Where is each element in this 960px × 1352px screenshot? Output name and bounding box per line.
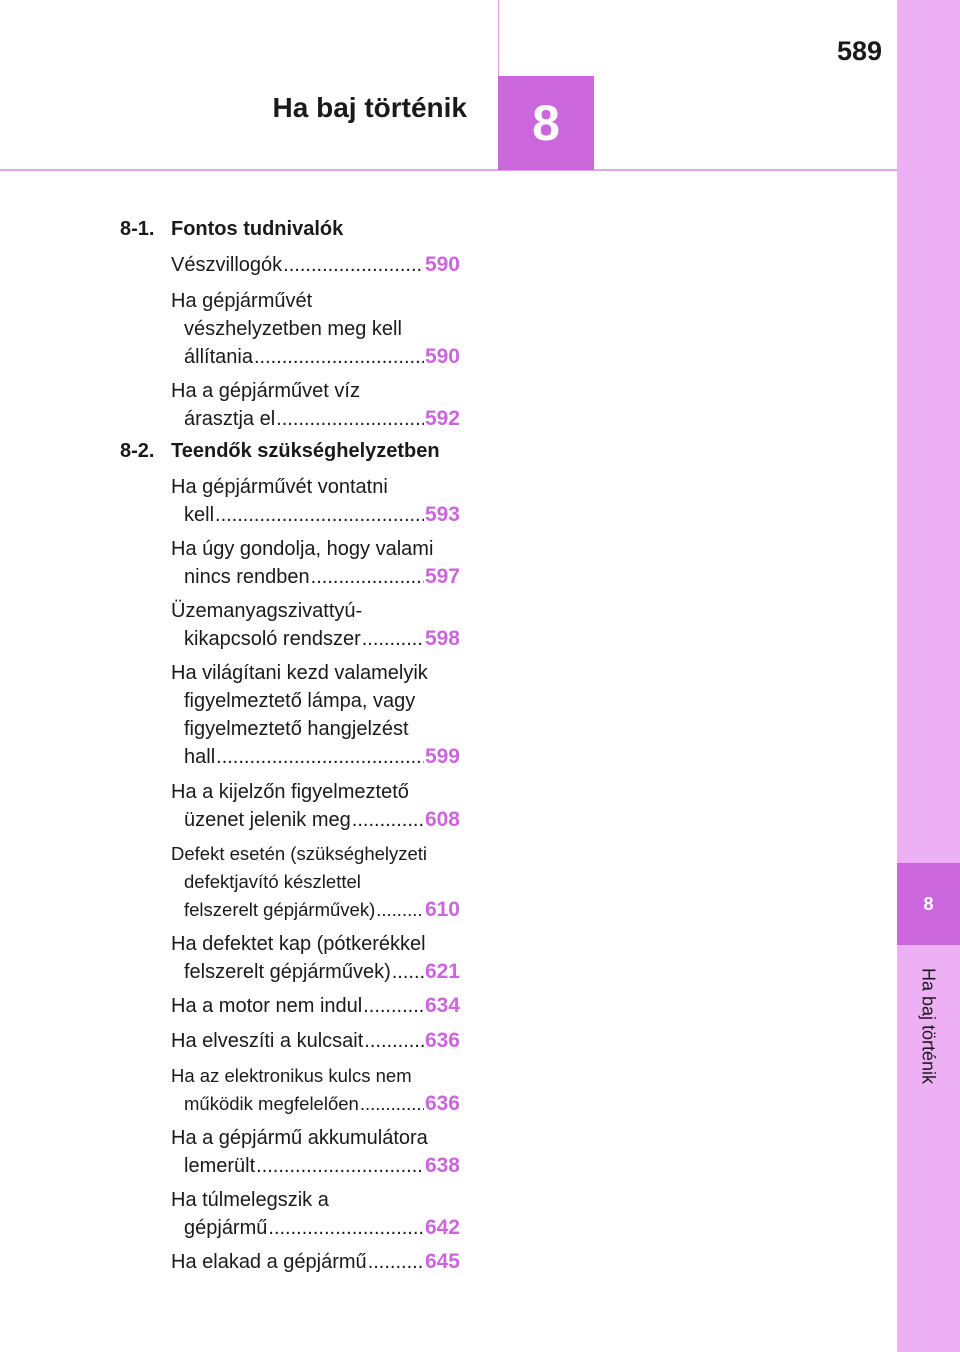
toc-entry[interactable] (171, 535, 460, 591)
toc-entry[interactable] (171, 377, 460, 433)
toc-page-number[interactable]: 590 (424, 345, 460, 368)
dot-leader (268, 1214, 424, 1242)
toc-entry[interactable] (171, 1248, 460, 1276)
dot-leader (376, 896, 424, 924)
side-chapter-label: Ha baj történik (918, 967, 939, 1085)
toc-page-number[interactable]: 597 (424, 565, 460, 588)
toc-page-number[interactable]: 590 (424, 253, 460, 276)
dot-leader (311, 563, 424, 591)
toc-entry-text: figyelmeztető hangjelzést (184, 718, 409, 740)
toc-page-number[interactable]: 634 (424, 994, 460, 1017)
toc-entry-text: működik megfelelően (184, 1093, 359, 1114)
dot-leader (216, 743, 424, 771)
toc-entry-text: árasztja el (184, 408, 276, 430)
toc-entry[interactable] (171, 251, 460, 279)
toc-entry-text: vészhelyzetben meg kell (184, 318, 402, 340)
toc-entry-text: Ha világítani kezd valamelyik (171, 662, 428, 684)
toc-entry[interactable] (171, 930, 460, 986)
toc-entry-text: Defekt esetén (szükséghelyzeti (171, 843, 428, 864)
section-title: Fontos tudnivalók (171, 218, 344, 240)
toc-entry-text: nincs rendben (184, 566, 310, 588)
section-number: 8-1. (120, 218, 155, 240)
section-number: 8-2. (120, 440, 155, 462)
header-divider-horizontal (0, 169, 897, 171)
toc-entry[interactable] (171, 1062, 460, 1118)
toc-entry-text: Ha elakad a gépjármű (171, 1251, 367, 1273)
toc-page-number[interactable]: 638 (424, 1154, 460, 1177)
toc-entry-text: felszerelt gépjárművek) (184, 961, 391, 983)
toc-entry[interactable] (171, 1027, 460, 1055)
toc-entry-text: Ha defektet kap (pótkerékkel (171, 933, 426, 955)
page-title: Ha baj történik (272, 92, 467, 123)
toc-entry-text: üzenet jelenik meg (184, 809, 351, 831)
section-heading (120, 440, 440, 463)
toc-entry[interactable] (171, 1124, 460, 1180)
toc-page-number[interactable]: 636 (424, 1029, 460, 1052)
dot-leader (368, 1248, 424, 1276)
toc-entry-text: Ha túlmelegszik a (171, 1189, 329, 1211)
toc-page-number[interactable]: 621 (424, 960, 460, 983)
toc-entry[interactable] (171, 287, 460, 371)
toc-entry-text: Vészvillogók (171, 254, 283, 276)
dot-leader (215, 501, 424, 529)
side-chapter-tab[interactable]: 8 (897, 863, 960, 945)
toc-entry-text: Ha a kijelzőn figyelmeztető (171, 781, 409, 803)
toc-page-number[interactable]: 608 (424, 808, 460, 831)
toc-entry-text: Ha úgy gondolja, hogy valami (171, 538, 434, 560)
toc-entry[interactable] (171, 992, 460, 1020)
toc-entry-text: hall (184, 746, 216, 768)
toc-entry-text: Ha gépjárművét (171, 290, 313, 312)
dot-leader (254, 343, 424, 371)
dot-leader (360, 1090, 424, 1118)
toc-page-number[interactable]: 642 (424, 1216, 460, 1239)
toc-entry-text: Üzemanyagszivattyú- (171, 600, 363, 622)
toc-page-number[interactable]: 636 (424, 1092, 460, 1115)
dot-leader (276, 405, 424, 433)
dot-leader (364, 1027, 424, 1055)
toc-entry-text: lemerült (184, 1155, 256, 1177)
toc-entry-text: Ha elveszíti a kulcsait (171, 1030, 364, 1052)
dot-leader (256, 1152, 424, 1180)
toc-entry-text: defektjavító készlettel (184, 871, 361, 892)
chapter-number-box: 8 (498, 76, 594, 170)
toc-entry[interactable] (171, 1186, 460, 1242)
section-title: Teendők szükséghelyzetben (171, 440, 440, 462)
toc-entry-text: Ha az elektronikus kulcs nem (171, 1065, 412, 1086)
toc-page-number[interactable]: 610 (424, 898, 460, 921)
toc-entry-text: felszerelt gépjárművek) (184, 899, 376, 920)
toc-entry[interactable] (171, 778, 460, 834)
toc-entry-text: Ha a motor nem indul (171, 995, 363, 1017)
toc-entry[interactable] (171, 473, 460, 529)
toc-entry-text: kikapcsoló rendszer (184, 628, 361, 650)
toc-entry[interactable] (171, 659, 460, 771)
toc-entry[interactable] (171, 840, 460, 924)
toc-page-number[interactable]: 599 (424, 745, 460, 768)
toc-entry-text: állítania (184, 346, 253, 368)
side-thumb-strip (897, 0, 960, 1352)
toc-entry-text: Ha a gépjárművet víz (171, 380, 360, 402)
toc-page-number[interactable]: 593 (424, 503, 460, 526)
dot-leader (363, 992, 424, 1020)
toc-page-number[interactable]: 598 (424, 627, 460, 650)
dot-leader (352, 806, 424, 834)
toc-entry-text: gépjármű (184, 1217, 268, 1239)
toc-entry-text: figyelmeztető lámpa, vagy (184, 690, 416, 712)
dot-leader (362, 625, 424, 653)
toc-entry-text: Ha a gépjármű akkumulátora (171, 1127, 428, 1149)
toc-entry-text: kell (184, 504, 215, 526)
dot-leader (283, 251, 424, 279)
toc-page-number[interactable]: 645 (424, 1250, 460, 1273)
dot-leader (392, 958, 424, 986)
toc-entry-text: Ha gépjárművét vontatni (171, 476, 388, 498)
toc-entry[interactable] (171, 597, 460, 653)
page-number: 589 (836, 36, 882, 66)
toc-page-number[interactable]: 592 (424, 407, 460, 430)
header-divider-vertical (498, 0, 499, 76)
section-heading (120, 218, 343, 241)
